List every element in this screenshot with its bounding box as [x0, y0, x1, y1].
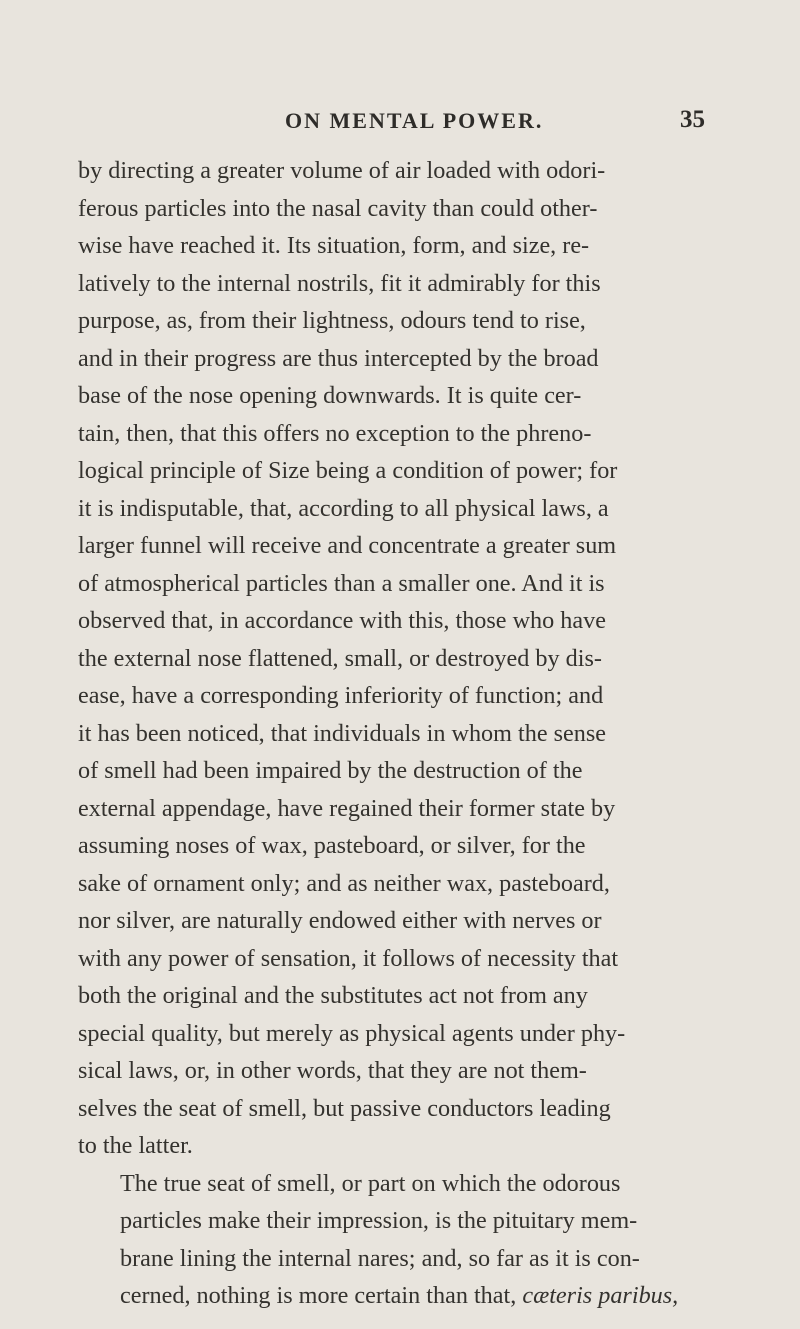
page-number: 35 [680, 106, 705, 133]
text-line: selves the seat of smell, but passive conductors leading [78, 1094, 611, 1122]
paragraph-2 [78, 1165, 736, 1315]
text-line: it has been noticed, that individuals in whom the sense [78, 719, 606, 747]
text-line: tain, then, that this offers no exception to the phreno- [78, 419, 592, 447]
text-line: wise have reached it. Its situation, form, and size, re- [78, 232, 590, 259]
text-line: and in their progress are thus intercepted by the broad [78, 344, 599, 372]
text-line: base of the nose opening downwards. It is quite cer- [78, 382, 582, 409]
text-line: nor silver, are naturally endowed either with nerves or [78, 907, 602, 934]
text-line: latively to the internal nostrils, fit it admirably for this [78, 269, 601, 297]
text-line-roman: cerned, nothing is more certain than that, [120, 1282, 517, 1309]
text-line: both the original and the substitutes act not from any [78, 982, 588, 1009]
text-line: to the latter. [78, 1132, 193, 1159]
text-line: sake of ornament only; and as neither wax, pasteboard, [78, 869, 610, 897]
text-line: by directing a greater volume of air loaded with odori- [78, 157, 606, 184]
text-line: with any power of sensation, it follows of necessity that [78, 944, 619, 972]
text-line: ferous particles into the nasal cavity than could other- [78, 194, 598, 222]
text-line: assuming noses of wax, pasteboard, or silver, for the [78, 832, 586, 859]
text-line: purpose, as, from their lightness, odours tend to rise, [78, 307, 586, 334]
text-line: special quality, but merely as physical agents under phy- [78, 1019, 626, 1047]
text-line: external appendage, have regained their former state by [78, 794, 616, 822]
text-line: observed that, in accordance with this, those who have [78, 607, 606, 634]
paragraph-1 [78, 152, 736, 1165]
body-text [78, 152, 736, 1315]
text-line: particles make their impression, is the pituitary mem- [120, 1207, 638, 1234]
text-line: the external nose flattened, small, or destroyed by dis- [78, 644, 602, 672]
latin-phrase: cæteris paribus, [522, 1282, 679, 1309]
text-line [78, 1277, 736, 1315]
text-line: logical principle of Size being a condition of power; for [78, 457, 618, 484]
text-line: it is indisputable, that, according to all physical laws, a [78, 494, 609, 522]
running-head: ON MENTAL POWER. [285, 108, 544, 133]
text-line: sical laws, or, in other words, that they are not them- [78, 1057, 587, 1084]
text-line: ease, have a corresponding inferiority of function; and [78, 682, 604, 709]
text-line: The true seat of smell, or part on which the odorous [120, 1169, 621, 1197]
page-header [0, 108, 800, 138]
text-line: of smell had been impaired by the destruction of the [78, 757, 583, 784]
text-line: larger funnel will receive and concentrate a greater sum [78, 532, 617, 559]
text-line: brane lining the internal nares; and, so far as it is con- [120, 1244, 640, 1272]
text-line: of atmospherical particles than a smaller one. And it is [78, 569, 605, 597]
